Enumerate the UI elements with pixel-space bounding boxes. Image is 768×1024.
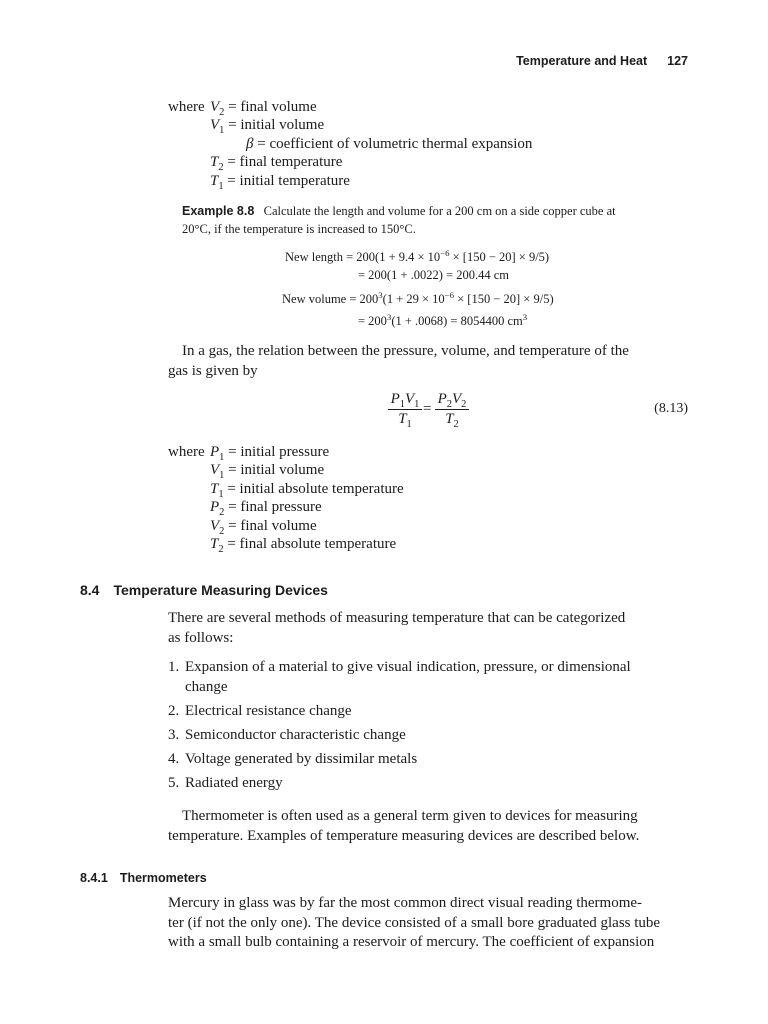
definition-row: β = coefficient of volumetric thermal expansion	[246, 135, 533, 152]
definition-row: $V_1$ = initial volume	[210, 117, 325, 137]
section-intro-paragraph: There are several methods of measuring temperature that can be categorized as follows:	[168, 610, 626, 646]
definition-row: $V_2$ = final volume	[210, 517, 317, 537]
where-label-1: where	[168, 99, 205, 115]
equals-sign: =	[423, 401, 432, 417]
equation-number: (8.13)	[654, 401, 688, 416]
section-heading-8-4-1	[80, 871, 207, 885]
mercury-paragraph: Mercury in glass was by far the most common direct visual reading thermome- ter (if not the only one). The device consisted of a small bore graduated glass tube with a small bulb containing a reservoir of mercury. The coefficient of expansion	[168, 895, 661, 950]
definition-row: $T_2$ = final temperature	[210, 154, 343, 174]
thermometer-paragraph: Thermometer is often used as a general term given to devices for measuring temperature. Examples of temperature measuring devices are described below.	[168, 808, 640, 844]
definition-row: $V_2$ = final volume	[210, 99, 317, 118]
list-item: 3. Semiconductor characteristic change	[168, 726, 406, 743]
example-8-8	[182, 203, 688, 238]
definition-list-2	[210, 443, 404, 556]
header-title: Temperature and Heat	[516, 54, 648, 68]
definition-row: $T_1$ = initial absolute temperature	[210, 480, 404, 500]
definition-row: $P_2$ = final pressure	[210, 499, 322, 519]
running-header	[0, 54, 688, 68]
definition-list-1	[210, 98, 532, 190]
section-title: Temperature Measuring Devices	[113, 582, 328, 598]
definition-row: $P_1$ = initial pressure	[210, 444, 330, 463]
fraction-left-denominator: $T_1$	[398, 411, 412, 430]
section-number: 8.4	[80, 582, 100, 598]
example-label: Example 8.8	[182, 204, 255, 218]
fraction-left-numerator: $P_1V_1$	[390, 391, 420, 410]
definition-row: $V_1$ = initial volume	[210, 462, 325, 482]
new-volume-line-1: New volume = $200^3(1 + 29 \times 10^{-6} \times [150 - 20] \times 9/5)$	[282, 289, 554, 306]
example-line-1: Calculate the length and volume for a 200 cm on a side copper cube at	[263, 204, 616, 218]
new-length-line-1: New length = $200(1 + 9.4 \times 10^{-6} \times [150 - 20] \times 9/5)$	[285, 247, 550, 264]
new-volume-line-2: = $200^3(1 + .0068) = 8054400$ $cm^3$	[358, 311, 528, 328]
list-item: 4. Voltage generated by dissimilar metals	[168, 750, 418, 767]
where-label-2: where	[168, 444, 205, 460]
section-heading-8-4	[80, 582, 328, 598]
new-length-line-2: = 200(1 + .0022) = 200.44 cm	[358, 268, 509, 282]
subsection-title: Thermometers	[119, 871, 207, 885]
methods-list	[168, 658, 688, 798]
fraction-right-numerator: $P_2V_2$	[437, 391, 467, 410]
definition-row: $T_1$ = initial temperature	[210, 172, 350, 192]
list-item: 1. Expansion of a material to give visual indication, pressure, or dimensional change	[168, 659, 631, 695]
list-item: 2. Electrical resistance change	[168, 702, 352, 719]
definition-row: $T_2$ = final absolute temperature	[210, 536, 397, 556]
gas-paragraph: In a gas, the relation between the pressure, volume, and temperature of the gas is given by	[168, 343, 629, 379]
fraction-right-denominator: $T_2$	[445, 411, 459, 430]
page-number: 127	[667, 54, 688, 68]
list-item: 5. Radiated energy	[168, 774, 283, 791]
subsection-number: 8.4.1	[80, 871, 108, 885]
example-line-2: 20°C, if the temperature is increased to 150°C.	[182, 221, 416, 236]
